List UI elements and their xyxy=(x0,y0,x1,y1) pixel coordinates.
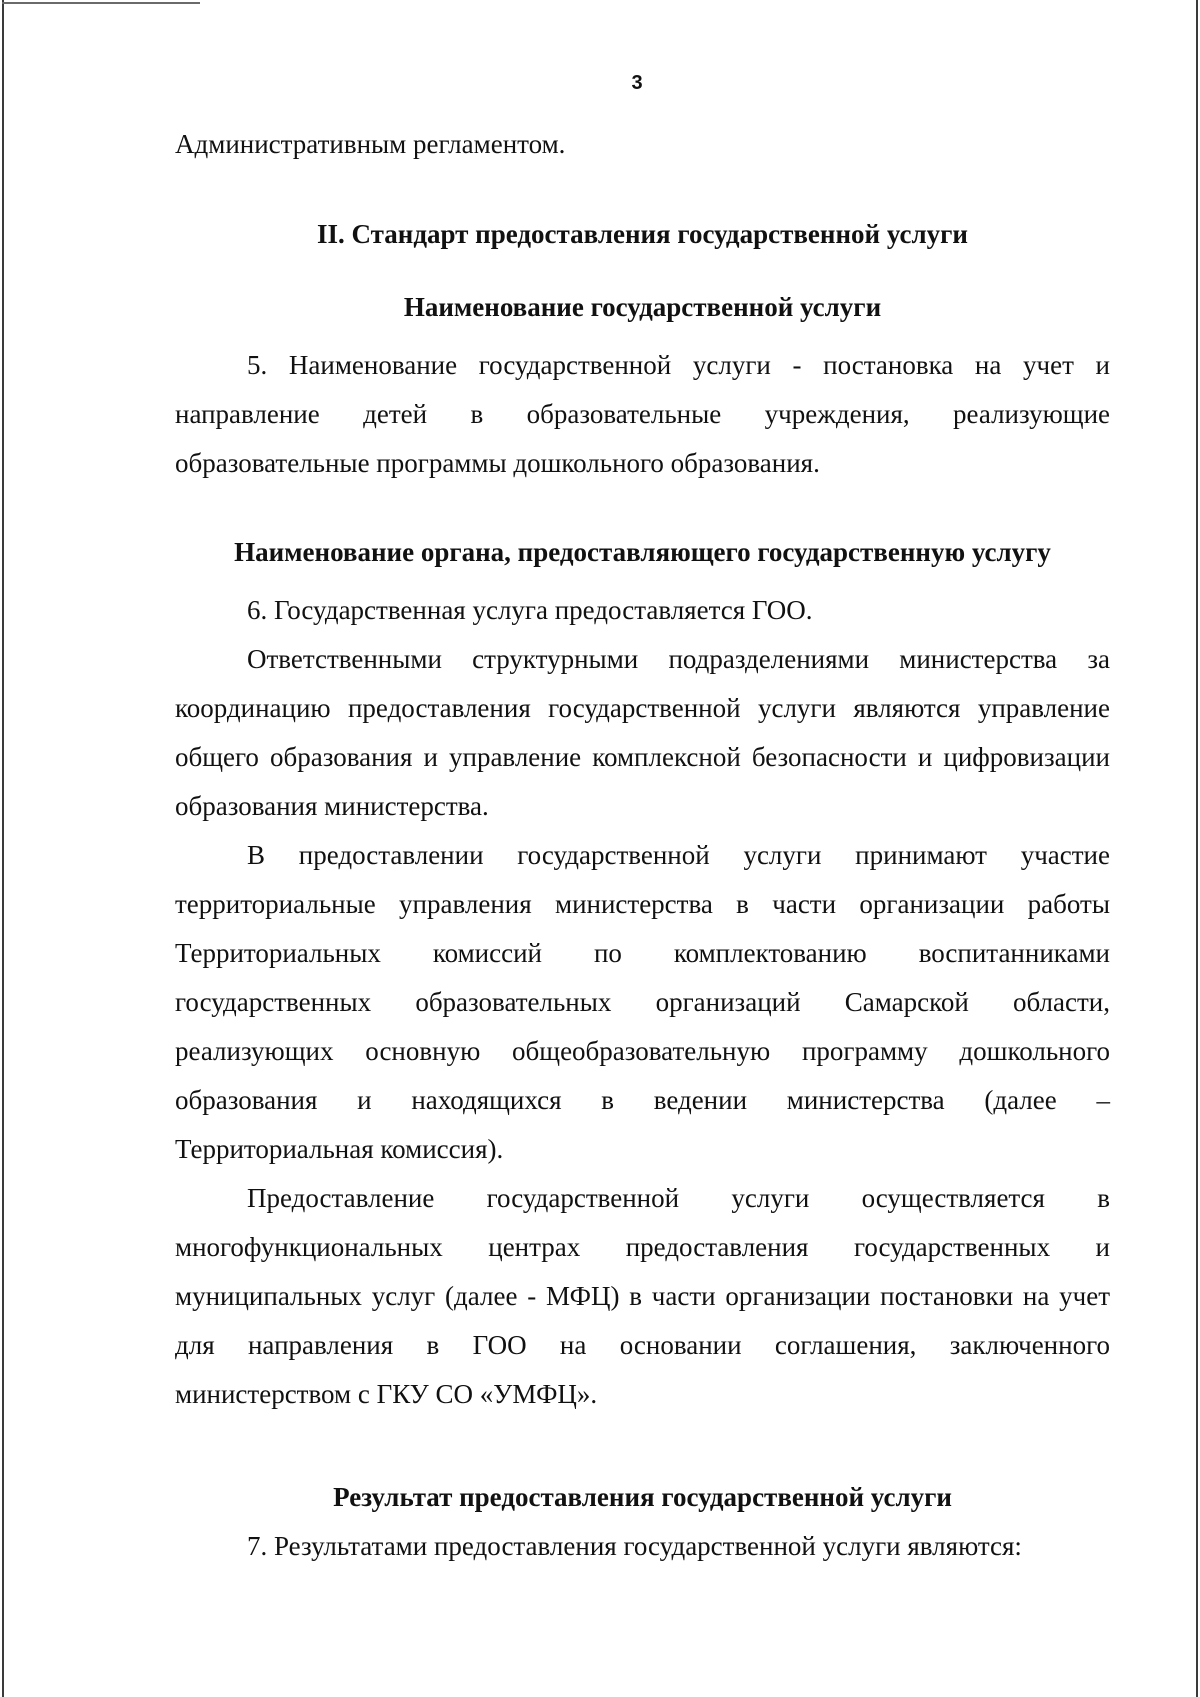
section-heading: II. Стандарт предоставления государственной услуги xyxy=(317,219,968,249)
paragraph-line: министерством с ГКУ СО «УМФЦ». xyxy=(175,1379,598,1409)
paragraph-line: территориальные управления министерства в части организации работы xyxy=(175,889,1110,919)
scan-edge-right xyxy=(1196,0,1198,1697)
subheading-result: Результат предоставления государственной услуги xyxy=(333,1482,952,1512)
paragraph-line: образования и находящихся в ведении министерства (далее – xyxy=(175,1085,1110,1115)
subheading-service-name: Наименование государственной услуги xyxy=(403,292,882,322)
paragraph-line: государственных образовательных организаций Самарской области, xyxy=(175,987,1110,1017)
paragraph-line: общего образования и управление комплексной безопасности и цифровизации xyxy=(175,742,1110,772)
page-number: 3 xyxy=(631,72,643,94)
paragraph-line: направление детей в образовательные учреждения, реализующие xyxy=(175,399,1110,429)
paragraph-line: для направления в ГОО на основании соглашения, заключенного xyxy=(175,1330,1110,1360)
paragraph-line: образовательные программы дошкольного образования. xyxy=(175,448,820,478)
paragraph-line: В предоставлении государственной услуги принимают участие xyxy=(247,840,1110,870)
paragraph-line: муниципальных услуг (далее - МФЦ) в части организации постановки на учет xyxy=(175,1281,1110,1311)
paragraph-line: координацию предоставления государственной услуги являются управление xyxy=(175,693,1110,723)
document-body xyxy=(175,120,1110,1571)
paragraph-participation xyxy=(175,831,1110,1174)
paragraph-line: 5. Наименование государственной услуги - постановка на учет и xyxy=(247,350,1110,380)
paragraph-line: Территориальных комиссий по комплектованию воспитанниками xyxy=(175,938,1110,968)
paragraph-line: образования министерства. xyxy=(175,791,489,821)
paragraph-line: Территориальная комиссия). xyxy=(175,1134,504,1164)
intro-line: Административным регламентом. xyxy=(175,129,566,159)
scan-edge-left xyxy=(2,0,4,1697)
paragraph-line: Предоставление государственной услуги осуществляется в xyxy=(247,1183,1110,1213)
paragraph-mfc xyxy=(175,1174,1110,1419)
paragraph-line: Ответственными структурными подразделениями министерства за xyxy=(247,644,1110,674)
paragraph-line: реализующих основную общеобразовательную программу дошкольного xyxy=(175,1036,1110,1066)
paragraph-7: 7. Результатами предоставления государственной услуги являются: xyxy=(247,1531,1022,1561)
paragraph-5 xyxy=(175,341,1110,488)
paragraph-responsible-units xyxy=(175,635,1110,831)
paragraph-6: 6. Государственная услуга предоставляется ГОО. xyxy=(247,595,813,625)
subheading-providing-organ: Наименование органа, предоставляющего государственную услугу xyxy=(234,537,1051,567)
scan-edge-top xyxy=(2,2,200,4)
paragraph-line: многофункциональных центрах предоставления государственных и xyxy=(175,1232,1110,1262)
